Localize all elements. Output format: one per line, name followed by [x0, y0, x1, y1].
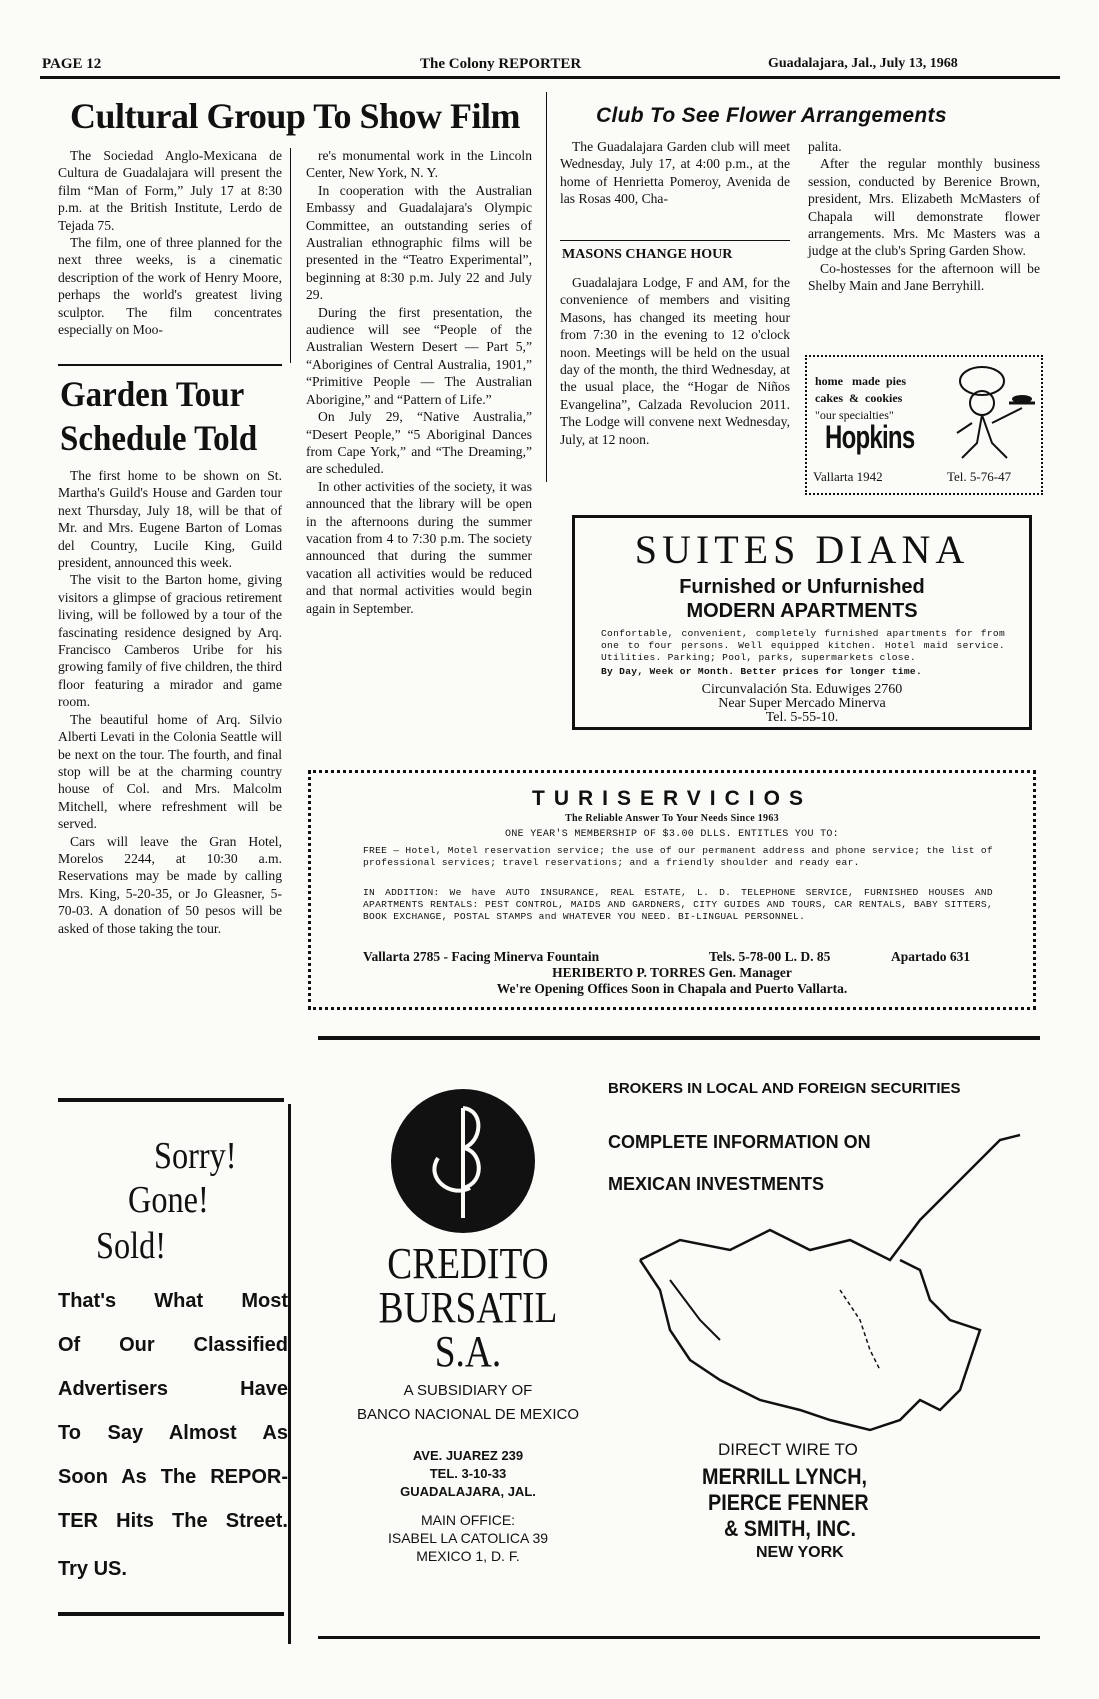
sorry-message-line: To Say Almost As: [58, 1422, 288, 1444]
merrill-line-3: & SMITH, INC.: [724, 1516, 857, 1541]
sorry-message-line: Advertisers Have: [58, 1378, 288, 1400]
film-para: The Sociedad Anglo-Mexicana de Cultura de Guadalajara will present the film “Man of Form,” July 17 at 8:30 p.m. at the British Institute, Lerdo de Tejada 75.: [58, 148, 282, 233]
credito-addr-3: GUADALAJARA, JAL.: [400, 1484, 536, 1499]
film-column-1: [58, 147, 282, 338]
film-para: In other activities of the society, it was announced that the library will be open in the afternoons during the summer vacation from 4 to 7:30 p.m. The society announced that during the summer vacation all activities would be reduced and that normal activities would begin again in September.: [306, 478, 532, 616]
sorry-message-line: TER Hits The Street.: [58, 1510, 288, 1532]
hopkins-ad: [805, 355, 1043, 495]
suites-sub2: MODERN APARTMENTS: [686, 600, 918, 622]
film-para: In cooperation with the Australian Embassy and Guadalajara's Olympic Committee, an outstanding series of Australian ethnographic films will be presented in the “Teatro Experimental”, beginning at 8:30 p.m. July 22 and July 29.: [306, 182, 532, 303]
suites-rates: By Day, Week or Month. Better prices for longer time.: [601, 666, 923, 677]
credito-addr-1: AVE. JUAREZ 239: [412, 1448, 524, 1463]
credito-name-2: BURSATIL: [378, 1283, 558, 1332]
section-rule: [318, 1036, 1040, 1040]
credito-subsidiary: A SUBSIDIARY OF: [403, 1382, 533, 1399]
credito-main-3: MEXICO 1, D. F.: [416, 1548, 520, 1564]
film-para: re's monumental work in the Lincoln Center, New York, N. Y.: [306, 148, 532, 181]
film-headline: Cultural Group To Show Film: [70, 96, 520, 136]
turi-opening: We're Opening Offices Soon in Chapala and Puerto Vallarta.: [496, 981, 848, 996]
film-para: The film, one of three planned for the next three weeks, is a cinematic description of the work of Henry Moore, perhaps the world's greatest living sculptor. The film concentrates especially on Moo-: [58, 235, 282, 338]
merrill-line-1: MERRILL LYNCH,: [702, 1464, 868, 1489]
hopkins-word: &: [849, 391, 859, 405]
credito-addr-2: TEL. 3-10-33: [429, 1466, 507, 1481]
club-para: The Guadalajara Garden club will meet Wednesday, July 17, at 4:00 p.m., at the home of Henrietta Pomeroy, Avenida de las Rosas 400, Cha-: [560, 139, 790, 207]
turi-free: FREE — Hotel, Motel reservation service; the use of our permanent address and phone service; the list of professional services; travel reservations; and a friendly shoulder and ready ear.: [363, 845, 993, 868]
sorry-message-line: Soon As The REPOR-: [58, 1466, 288, 1488]
sorry-ad: [58, 1118, 288, 1618]
section-rule: [318, 1636, 1040, 1639]
hopkins-address: Vallarta 1942: [813, 469, 883, 484]
turi-phones: Tels. 5-78-00 L. D. 85: [709, 949, 831, 964]
credito-name-3: S.A.: [434, 1327, 502, 1376]
section-rule: [58, 364, 282, 366]
hopkins-word: home: [815, 374, 843, 388]
turi-manager: HERIBERTO P. TORRES Gen. Manager: [552, 965, 792, 980]
section-rule: [58, 1612, 284, 1616]
club-para: Co-hostesses for the afternoon will be Shelby Main and Jane Berryhill.: [808, 260, 1040, 294]
complete-info-1: COMPLETE INFORMATION ON: [608, 1132, 871, 1152]
club-column-2: [808, 138, 1040, 295]
club-para: palita.: [808, 139, 842, 154]
merrill-line-2: PIERCE FENNER: [708, 1490, 869, 1515]
column-rule: [290, 148, 291, 363]
club-para: After the regular monthly business session, conducted by Berenice Brown, president, Mrs. Elizabeth McMasters of Chapala will demonstrate flower arrangements. Mrs. Mc Masters was a judge at the club's Spring Garden Show.: [808, 156, 1040, 259]
club-column-1: [560, 138, 790, 208]
suites-diana-ad: [572, 515, 1032, 730]
hopkins-word: made: [852, 374, 880, 388]
suites-phone: Tel. 5-55-10.: [765, 710, 839, 725]
garden-para: The visit to the Barton home, giving visitors a glimpse of gracious retirement living, will be followed by a tour of the fascinating residence designed by Arq. Francisco Camberos Uribe for his growing family of five children, the third floor featuring a mirador and game room.: [58, 572, 282, 710]
turi-apartado: Apartado 631: [891, 949, 971, 964]
dateline: Guadalajara, Jal., July 13, 1968: [768, 56, 958, 71]
column-rule: [288, 1104, 291, 1644]
turi-name: TURISERVICIOS: [532, 787, 812, 810]
complete-info-2: MEXICAN INVESTMENTS: [608, 1174, 825, 1194]
hopkins-name: Hopkins: [825, 419, 915, 455]
new-york: NEW YORK: [756, 1544, 844, 1561]
film-para: On July 29, “Native Australia,” “Desert People,” “5 Aboriginal Dances from Cape York,” and “The Dreaming,” are scheduled.: [306, 409, 532, 477]
suites-address: Circunvalación Sta. Eduwiges 2760: [701, 682, 903, 697]
column-rule: [546, 92, 547, 482]
garden-headline-2: Schedule Told: [60, 419, 258, 459]
try-us: Try US.: [58, 1558, 127, 1580]
section-rule: [560, 240, 790, 241]
sorry-line: Sorry!: [154, 1135, 237, 1177]
turi-address: Vallarta 2785 - Facing Minerva Fountain: [363, 949, 600, 964]
gone-line: Gone!: [128, 1179, 209, 1221]
hopkins-tagline: [815, 373, 906, 424]
newspaper-name: The Colony REPORTER: [420, 56, 582, 72]
hopkins-phone: Tel. 5-76-47: [947, 469, 1012, 484]
sorry-message-line: That's What Most: [58, 1290, 288, 1312]
turiservicios-ad: [308, 770, 1036, 1010]
hopkins-word: cookies: [865, 391, 903, 405]
page-number: PAGE 12: [42, 56, 102, 72]
film-column-2: [306, 147, 532, 617]
masons-headline: MASONS CHANGE HOUR: [562, 247, 733, 262]
mexico-map: [620, 1120, 1040, 1470]
sold-line: Sold!: [96, 1225, 167, 1267]
brokers-line: BROKERS IN LOCAL AND FOREIGN SECURITIES: [608, 1080, 961, 1097]
credito-main-2: ISABEL LA CATOLICA 39: [387, 1530, 549, 1546]
garden-para: The first home to be shown on St. Martha's Guild's House and Garden tour next Thursday, July 18, will be that of Mr. and Mrs. Eugene Barton of Lomas del Country, Lucile King, Guild president, announced this week.: [58, 468, 282, 571]
chef-illustration: [947, 363, 1037, 463]
credito-logo: [390, 1088, 536, 1234]
turi-offer: ONE YEAR'S MEMBERSHIP OF $3.00 DLLS. ENTITLES YOU TO:: [505, 829, 839, 840]
club-headline: Club To See Flower Arrangements: [596, 104, 947, 127]
hopkins-word: cakes: [815, 391, 843, 405]
hopkins-specialties: "our specialties": [815, 408, 894, 422]
suites-name: SUITES DIANA: [634, 527, 970, 572]
credito-bank: BANCO NACIONAL DE MEXICO: [357, 1406, 579, 1423]
masons-story: [560, 274, 790, 448]
garden-para: Cars will leave the Gran Hotel, Morelos 2244, at 10:30 a.m. Reservations may be made by calling Mrs. King, 5-20-35, or Jo Gleasner, 5-70-03. A donation of 50 pesos will be asked of those taking the tour.: [58, 833, 282, 936]
credito-name-1: CREDITO: [387, 1239, 549, 1288]
suites-description: Confortable, convenient, completely furnished apartments for from one to four persons. Well equipped kitchen. Hotel maid service. Utilities. Parking; Pool, parks, supermarkets close.: [601, 628, 1005, 663]
suites-near: Near Super Mercado Minerva: [718, 696, 886, 711]
credito-main-1: MAIN OFFICE:: [420, 1512, 516, 1528]
hopkins-word: pies: [886, 374, 907, 388]
turi-tagline: The Reliable Answer To Your Needs Since 1963: [565, 813, 779, 824]
header-rule: [40, 76, 1060, 79]
masons-para: Guadalajara Lodge, F and AM, for the convenience of members and visiting Masons, has changed its meeting hour from 7:30 in the evening to 12 o'clock noon. Meetings will be held on the usual day of the month, the third Wednesday, at the usual place, the “Hogar de Niños Evangelina”, Calzada Revolucion 2011. The Lodge will convene next Wednesday, July, at 12 noon.: [560, 275, 790, 447]
turi-addition: IN ADDITION: We have AUTO INSURANCE, REAL ESTATE, L. D. TELEPHONE SERVICE, FURNISHED HOUSES AND APARTMENTS RENTALS: PEST CONTROL, MAIDS AND GARDNERS, CITY GUIDES AND TOURS, CAR RENTALS, BABY SITTERS, BOOK EXCHANGE, POSTAL STAMPS and WHATEVER YOU NEED. BI-LINGUAL PERSONNEL.: [363, 887, 993, 922]
film-para: During the first presentation, the audience will see “People of the Australian Western Desert — Part 5,” “Aborigines of Central Australia, 1901,” “Primitive People — The Australian Aborigine,” and “Pattern of Life.”: [306, 304, 532, 407]
suites-sub1: Furnished or Unfurnished: [679, 576, 925, 598]
section-rule: [58, 1098, 284, 1102]
garden-headline-1: Garden Tour: [60, 375, 245, 415]
direct-wire: DIRECT WIRE TO: [718, 1440, 858, 1459]
garden-story: [58, 467, 282, 937]
garden-para: The beautiful home of Arq. Silvio Alberti Levati in the Colonia Seattle will be next on the tour. The fourth, and final stop will be at the charming country house of Col. and Mrs. Malcolm Mitchell, where refreshment will be served.: [58, 711, 282, 832]
sorry-message-line: Of Our Classified: [58, 1334, 288, 1356]
